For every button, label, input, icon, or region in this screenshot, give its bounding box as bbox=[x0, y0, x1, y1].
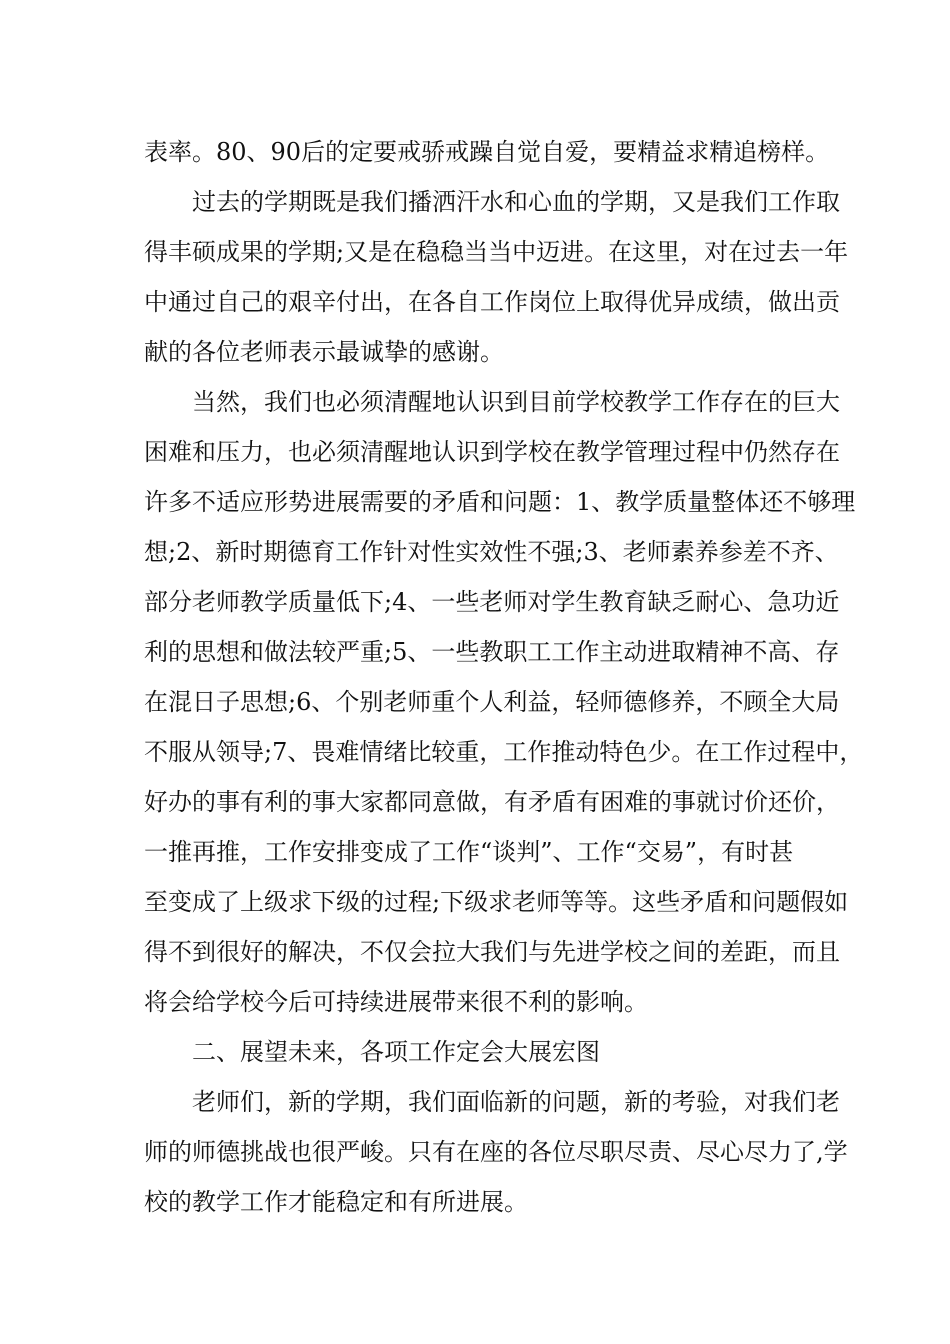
text-line: 许多不适应形势进展需要的矛盾和问题：1、教学质量整体还不够理 bbox=[144, 488, 856, 516]
text-line: 将会给学校今后可持续进展带来很不利的影响。 bbox=[144, 988, 648, 1016]
text-line: 困难和压力，也必须清醒地认识到学校在教学管理过程中仍然存在 bbox=[144, 438, 840, 466]
text-line: 表率。80、90后的定要戒骄戒躁自觉自爱，要精益求精追榜样。 bbox=[144, 138, 830, 166]
text-line: 不服从领导;7、畏难情绪比较重，工作推动特色少。在工作过程中， bbox=[144, 738, 864, 766]
text-line: 中通过自己的艰辛付出，在各自工作岗位上取得优异成绩，做出贡 bbox=[144, 288, 840, 316]
text-line: 师的师德挑战也很严峻。只有在座的各位尽职尽责、尽心尽力了,学 bbox=[144, 1138, 848, 1166]
text-line: 献的各位老师表示最诚挚的感谢。 bbox=[144, 338, 504, 366]
text-line: 想;2、新时期德育工作针对性实效性不强;3、老师素养参差不齐、 bbox=[144, 538, 839, 566]
text-line: 在混日子思想;6、个别老师重个人利益，轻师德修养，不顾全大局 bbox=[144, 688, 840, 716]
text-line: 利的思想和做法较严重;5、一些教职工工作主动进取精神不高、存 bbox=[144, 638, 840, 666]
text-line: 至变成了上级求下级的过程;下级求老师等等。这些矛盾和问题假如 bbox=[144, 888, 849, 916]
text-line: 当然，我们也必须清醒地认识到目前学校教学工作存在的巨大 bbox=[192, 388, 840, 416]
text-line: 得丰硕成果的学期;又是在稳稳当当中迈进。在这里，对在过去一年 bbox=[144, 238, 849, 266]
text-line: 一推再推，工作安排变成了工作“谈判”、工作“交易”，有时甚 bbox=[144, 838, 794, 866]
text-line: 得不到很好的解决，不仅会拉大我们与先进学校之间的差距，而且 bbox=[144, 938, 840, 966]
section-heading: 二、展望未来，各项工作定会大展宏图 bbox=[192, 1038, 600, 1066]
text-line: 老师们，新的学期，我们面临新的问题，新的考验，对我们老 bbox=[192, 1088, 840, 1116]
text-line: 好办的事有利的事大家都同意做，有矛盾有困难的事就讨价还价， bbox=[144, 788, 840, 816]
text-line: 过去的学期既是我们播洒汗水和心血的学期，又是我们工作取 bbox=[192, 188, 840, 216]
text-line: 部分老师教学质量低下;4、一些老师对学生教育缺乏耐心、急功近 bbox=[144, 588, 840, 616]
text-line: 校的教学工作才能稳定和有所进展。 bbox=[144, 1188, 528, 1216]
